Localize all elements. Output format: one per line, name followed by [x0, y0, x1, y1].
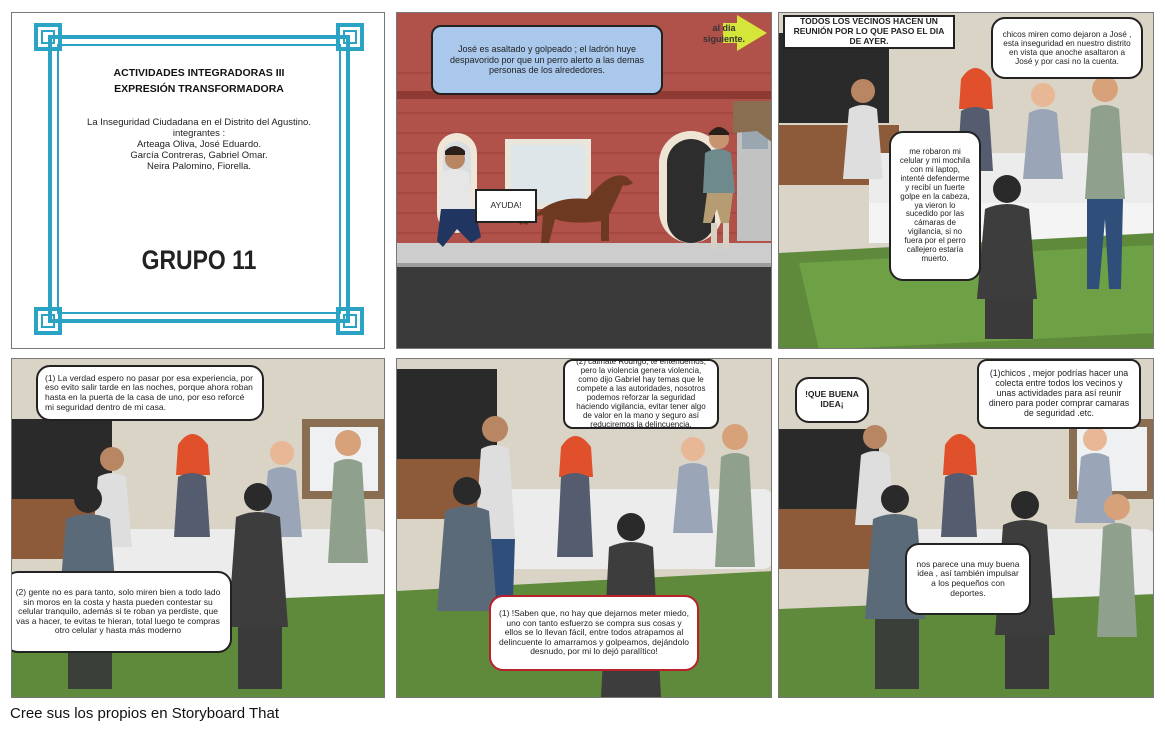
storyboard-footer-link[interactable]: Cree sus los propios en Storyboard That	[10, 705, 280, 722]
cover-members-heading: integrantes :	[172, 128, 226, 139]
cover-title: ACTIVIDADES INTEGRADORAS III EXPRESIÓN TRANSFORMADORA	[113, 67, 285, 96]
cover-member-1: Arteaga Oliva, José Eduardo.	[136, 139, 262, 150]
time-arrow-label: al dia siguiente.	[702, 23, 745, 44]
cover-member-3: Neira Palomino, Fiorella.	[146, 161, 251, 172]
agreement-bubble-response: nos parece una muy buena idea , así también impulsar a los pequeños con deportes.	[905, 543, 1031, 615]
panel-meeting	[778, 12, 1154, 349]
panel-cover	[11, 12, 385, 349]
meeting-caption: TODOS LOS VECINOS HACEN UN REUNIÓN POR LO QUE PASO EL DIA DE AYER.	[783, 15, 955, 49]
panel-agreement	[778, 358, 1154, 698]
cover-group: GRUPO 11	[141, 245, 257, 275]
discussion-2-bubble-top: (2) cálmate Rodrigo, te entendemos, pero la violencia genera violencia, como dijo Gabriel hay temas que le compete a las autoridades, nosotros podemos reforzar la seguridad haciendo vigilancia, evitar tener algo de valor en la mano y seguro así reduciremos la delincuencia.	[563, 359, 719, 429]
panel-discussion-2	[396, 358, 772, 698]
agreement-bubble-idea: !QUE BUENA IDEA¡	[795, 377, 869, 423]
discussion-2-bubble-bottom: (1) !Saben que, no hay que dejarnos meter miedo, uno con tanto esfuerzo se compra sus cosas y ellos se lo llevan fácil, entre todos atrapamos al delincuente lo amarramos y golpeamos, dejándolo desnudo, por mi lo dejó paralítico!	[489, 595, 699, 671]
panel-street	[396, 12, 772, 349]
cover-member-2: García Contreras, Gabriel Omar.	[130, 150, 268, 161]
street-caption-bubble: José es asaltado y golpeado ; el ladrón huye despavorido por que un perro alerto a las demas personas de los alrededores.	[431, 25, 663, 95]
help-shout-bubble: AYUDA!	[475, 189, 537, 223]
panel-discussion-1	[11, 358, 385, 698]
agreement-bubble-suggestion: (1)chicos , mejor podrías hacer una colecta entre todos los vecinos y unas actividades para así reunir dinero para poder comprar camaras de seguridad .etc.	[977, 359, 1141, 429]
meeting-bubble-top: chicos miren como dejaron a José , esta inseguridad en nuestro distrito en vista que anoche asaltaron a José y por casi no la cuenta.	[991, 17, 1143, 79]
discussion-1-bubble-bottom: (2) gente no es para tanto, solo miren bien a todo lado sin moros en la costa y hasta pueden contestar su celular tranquilo, además si te roban ya perdiste, que vas a hacer, te evitas te hieran, total luego te compras otro celular y hasta más moderno	[11, 571, 232, 653]
discussion-1-bubble-top: (1) La verdad espero no pasar por esa experiencia, por eso evito salir tarde en las noches, porque ahora roban hasta en la puerta de la casa de uno, por eso reforcé mi seguridad dentro de mi casa.	[36, 365, 264, 421]
cover-subtitle: La Inseguridad Ciudadana en el Distrito del Agustino.	[87, 117, 311, 128]
victim-bubble: me robaron mi celular y mi mochila con mi laptop, intenté defenderme y recibí un fuerte golpe en la cabeza, ya vieron lo sucedido por las cámaras de vigilancia, si no fuera por el perro callejero estaría muerto.	[889, 131, 981, 281]
cover-frame	[12, 13, 385, 349]
